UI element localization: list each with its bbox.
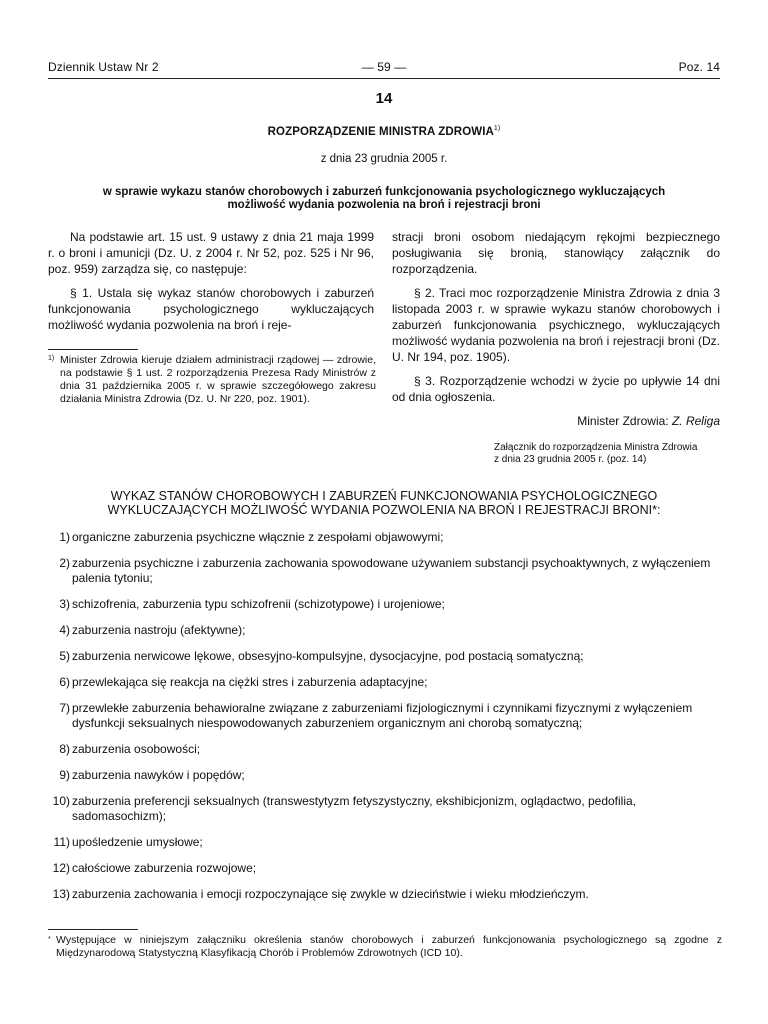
list-item-text: upośledzenie umysłowe; (72, 835, 203, 849)
act-title-text: ROZPORZĄDZENIE MINISTRA ZDROWIA (267, 125, 494, 138)
list-item (48, 623, 722, 638)
paragraph-3: § 3. Rozporządzenie wchodzi w życie po upływie 14 dni od dnia ogłoszenia. (392, 374, 720, 404)
list-item-text: przewlekająca się reakcja na ciężki stres i zaburzenia adaptacyjne; (72, 675, 428, 689)
list-item-text: zaburzenia zachowania i emocji rozpoczynające się zwykle w dzieciństwie i wieku młodzieńczym. (72, 887, 589, 901)
signature (392, 413, 720, 429)
list-item-text: organiczne zaburzenia psychiczne włącznie z zespołami objawowymi; (72, 530, 444, 544)
right-column (392, 229, 720, 437)
list-item-number: 4) (59, 623, 70, 637)
act-subject-line-2: możliwość wydania pozwolenia na broń i rejestracji broni (227, 199, 541, 211)
footnote-1 (48, 354, 376, 406)
list-item-number: 6) (59, 675, 70, 689)
list-item (48, 597, 722, 612)
signature-role: Minister Zdrowia: (577, 414, 669, 428)
preamble: Na podstawie art. 15 ust. 9 ustawy z dnia 21 maja 1999 r. o broni i amunicji (Dz. U. z 2004 r. Nr 52, poz. 525 i Nr 96, poz. 959) zarządza się, co następuje: (48, 230, 374, 276)
list-item-text: przewlekłe zaburzenia behawioralne związane z zaburzeniami fizjologicznymi i czynnikami fizycznymi z wyłączeniem dysfunkcji seksualnych niespowodowanych zaburzeniem organicznym ani chorobą somatyczną; (72, 701, 693, 730)
paragraph-1-part-1: § 1. Ustala się wykaz stanów chorobowych i zaburzeń funkcjonowania psychologicznego wykluczających możliwość wydania pozwolenia na broń i reje- (48, 286, 374, 332)
act-date: z dnia 23 grudnia 2005 r. (320, 153, 448, 165)
annex-title-line-1: WYKAZ STANÓW CHOROBOWYCH I ZABURZEŃ FUNKCJONOWANIA PSYCHOLOGICZNEGO (110, 489, 658, 503)
footnote-star-rule (48, 929, 138, 930)
list-item-text: zaburzenia nastroju (afektywne); (72, 623, 246, 637)
list-item (48, 675, 722, 690)
signature-name: Z. Religa (671, 414, 720, 428)
footnote-rule (48, 349, 138, 350)
list-item-number: 7) (59, 701, 70, 715)
list-item (48, 530, 722, 545)
paragraph-1-part-2: stracji broni osobom niedającym rękojmi bezpiecznego posługiwania się bronią, stanowiący załącznik do rozporządzenia. (392, 230, 720, 276)
page-number: — 59 — (361, 60, 407, 74)
list-item (48, 556, 722, 586)
annex-title (48, 489, 720, 517)
list-item (48, 794, 722, 824)
act-subject (48, 186, 720, 212)
list-item (48, 887, 722, 902)
left-column (48, 229, 374, 341)
annex-note-line-1: Załącznik do rozporządzenia Ministra Zdrowia (494, 442, 698, 453)
list-item-number: 5) (59, 649, 70, 663)
list-item-text: schizofrenia, zaburzenia typu schizofrenii (schizotypowe) i urojeniowe; (72, 597, 445, 611)
annex-list (48, 530, 722, 913)
title-footnote-ref: 1) (493, 125, 501, 132)
list-item (48, 649, 722, 664)
act-title (48, 125, 720, 138)
list-item-text: zaburzenia preferencji seksualnych (transwestytyzm fetyszystyczny, ekshibicjonizm, oglądactwo, pedofilia, sadomasochizm); (72, 794, 637, 823)
paragraph-2: § 2. Traci moc rozporządzenie Ministra Zdrowia z dnia 3 listopada 2003 r. w sprawie wykazu stanów chorobowych i zaburzeń funkcjonowania psychicznego, wykluczających możliwość wydania pozwolenia na broń i rejestracji broni (Dz. U. Nr 194, poz. 1905). (392, 286, 720, 364)
position-number: Poz. 14 (678, 60, 720, 74)
list-item-number: 2) (59, 556, 70, 570)
list-item (48, 835, 722, 850)
annex-note (494, 442, 697, 466)
list-item-number: 10) (52, 794, 70, 808)
footnote-star (48, 934, 722, 960)
annex-title-line-2: WYKLUCZAJĄCYCH MOŻLIWOŚĆ WYDANIA POZWOLENIA NA BROŃ I REJESTRACJI BRONI*: (107, 503, 661, 517)
act-number: 14 (375, 90, 393, 107)
act-subject-line-1: w sprawie wykazu stanów chorobowych i zaburzeń funkcjonowania psychologicznego wykluczających (102, 186, 666, 198)
list-item-number: 12) (52, 861, 70, 875)
list-item (48, 701, 722, 731)
footnote-1-text: Minister Zdrowia kieruje działem administracji rządowej — zdrowie, na podstawie § 1 ust. 2 rozporządzenia Prezesa Rady Ministrów z dnia 31 października 2005 r. w sprawie szczegółowego zakresu działania Ministra Zdrowia (Dz. U. Nr 220, poz. 1901). (60, 354, 376, 405)
list-item-number: 1) (59, 530, 70, 544)
header-rule (48, 78, 720, 79)
list-item-number: 8) (59, 742, 70, 756)
list-item-number: 11) (53, 835, 70, 849)
list-item (48, 768, 722, 783)
footnote-star-text: Występujące w niniejszym załączniku określenia stanów chorobowych i zaburzeń funkcjonowania psychologicznego są zgodne z Międzynarodową Statystyczną Klasyfikacją Chorób i Problemów Zdrowotnych (ICD 10). (56, 934, 722, 959)
list-item-text: zaburzenia osobowości; (72, 742, 201, 756)
list-item-text: zaburzenia psychiczne i zaburzenia zachowania spowodowane używaniem substancji psychoaktywnych, z wyłączeniem palenia tytoniu; (72, 556, 711, 585)
footnote-1-mark: 1) (48, 355, 55, 362)
list-item-text: zaburzenia nerwicowe lękowe, obsesyjno-kompulsyjne, dysocjacyjne, pod postacią somatyczną; (72, 649, 584, 663)
footnote-star-mark: * (48, 936, 51, 943)
list-item-number: 13) (52, 887, 70, 901)
list-item-number: 9) (59, 768, 70, 782)
list-item (48, 861, 722, 876)
list-item (48, 742, 722, 757)
journal-name: Dziennik Ustaw Nr 2 (48, 60, 159, 74)
annex-note-line-2: z dnia 23 grudnia 2005 r. (poz. 14) (494, 454, 647, 465)
list-item-text: całościowe zaburzenia rozwojowe; (72, 861, 257, 875)
list-item-text: zaburzenia nawyków i popędów; (72, 768, 245, 782)
list-item-number: 3) (59, 597, 70, 611)
